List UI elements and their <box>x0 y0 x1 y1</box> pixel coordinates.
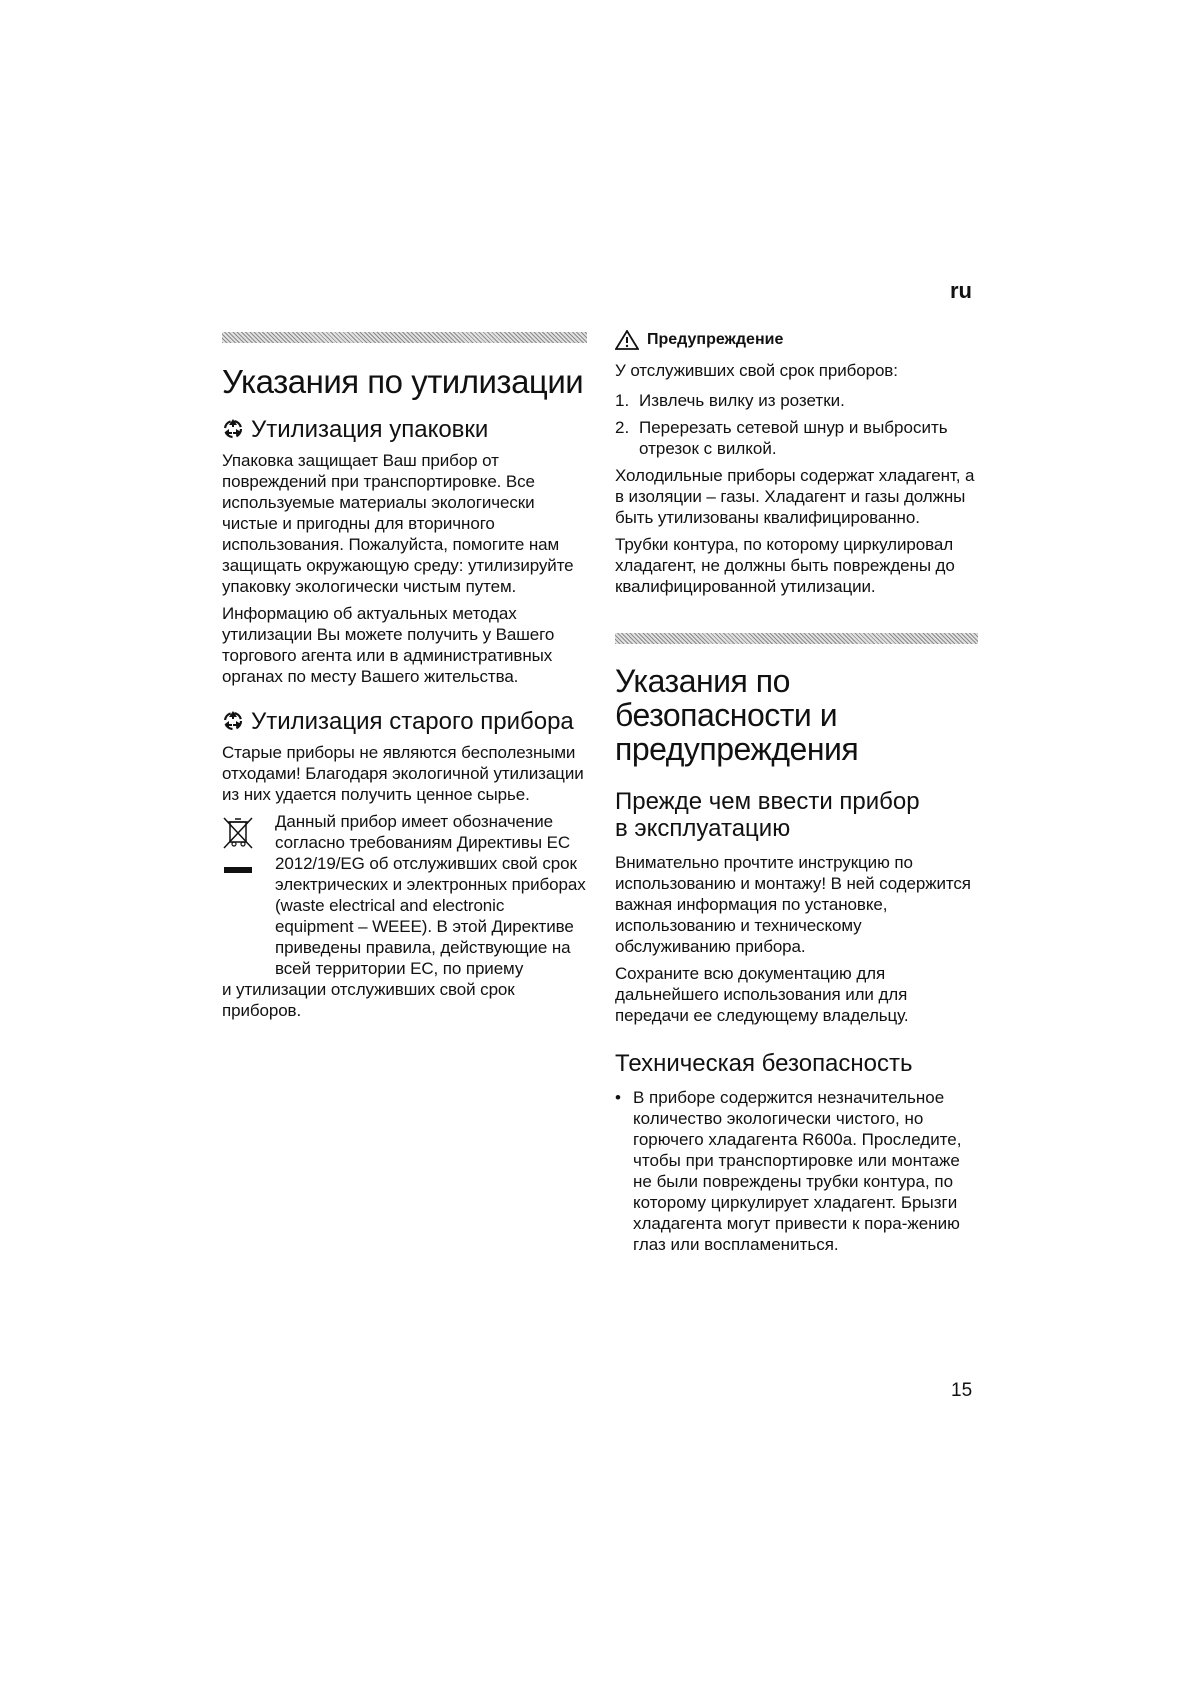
before-use-line-2: в эксплуатацию <box>615 815 791 842</box>
tech-safety-list <box>615 1087 978 1255</box>
safety-title-line-3: предупреждения <box>615 731 859 767</box>
packaging-paragraph-2: Информацию об актуальных методах утилизации Вы можете получить у Вашего торгового агента или в административных органах по месту Вашего жительства. <box>222 604 555 686</box>
recycle-icon <box>222 417 244 439</box>
warning-steps <box>615 390 978 459</box>
warning-intro: У отслуживших свой срок приборов: <box>615 361 898 380</box>
weee-block <box>222 811 587 979</box>
page-number: 15 <box>951 1380 973 1401</box>
crossed-bin-icon <box>222 816 254 850</box>
weee-tail-text: и утилизации отслуживших свой срок приборов. <box>222 980 515 1020</box>
old-device-heading <box>222 709 587 735</box>
weee-text: Данный прибор имеет обозначение согласно требованиям Директивы ЕС 2012/19/EG об отслуживших свой срок электрических и электронных приборах (waste electrical and electronic equipment – WEEE). В этой Директиве приведены правила, действующие на всей территории ЕС, по приему <box>275 812 586 978</box>
packaging-heading-text: Утилизация упаковки <box>251 416 489 443</box>
disposal-title: Указания по утилизации <box>222 363 584 400</box>
list-item <box>615 390 978 411</box>
warning-triangle-icon <box>615 330 639 350</box>
weee-symbol <box>222 816 256 873</box>
safety-title <box>615 664 978 766</box>
weee-bar-icon <box>224 867 252 873</box>
before-use-line-1: Прежде чем ввести прибор <box>615 788 920 815</box>
step-text: Перерезать сетевой шнур и выбросить отрезок с вилкой. <box>639 418 948 458</box>
safety-title-line-1: Указания по <box>615 663 790 699</box>
packaging-heading <box>222 417 587 443</box>
documentation-paragraph: Сохраните всю документацию для дальнейшего использования или для передачи ее следующему владельцу. <box>615 964 909 1025</box>
list-item: • В приборе содержится незначительное количество экологически чистого, но горючего хладагента R600a. Проследите, чтобы при транспортировке или монтаже не были повреждены трубки контура, по которому циркулирует хладагент. Брызги хладагента могут привести к пора-жению глаз или воспламениться. <box>615 1087 978 1255</box>
refrigerant-paragraph: Холодильные приборы содержат хладагент, а в изоляции – газы. Хладагент и газы должны быть утилизованы квалифицированно. <box>615 466 975 527</box>
recycle-icon <box>222 709 244 731</box>
instructions-paragraph: Внимательно прочтите инструкцию по использованию и монтажу! В ней содержится важная информация по установке, использованию и техническому обслуживанию прибора. <box>615 853 971 956</box>
left-column <box>222 332 587 1021</box>
section-divider <box>615 633 978 644</box>
safety-title-line-2: безопасности и <box>615 697 838 733</box>
step-text: Извлечь вилку из розетки. <box>639 391 845 410</box>
warning-heading <box>615 330 978 350</box>
warning-label: Предупреждение <box>647 331 784 348</box>
old-device-paragraph: Старые приборы не являются бесполезными отходами! Благодаря экологичной утилизации из них удается получить ценное сырье. <box>222 743 584 804</box>
before-use-heading <box>615 788 978 842</box>
old-device-heading-text: Утилизация старого прибора <box>251 708 574 735</box>
list-item <box>615 417 978 459</box>
section-divider <box>222 332 587 343</box>
step-number: 2. <box>615 418 630 437</box>
packaging-paragraph-1: Упаковка защищает Ваш прибор от повреждений при транспортировке. Все используемые материалы экологически чистые и пригодны для вторичного использования. Пожалуйста, помогите нам защищать окружающую среду: утилизируйте упаковку экологически чистым путем. <box>222 451 574 596</box>
right-column <box>615 326 978 1255</box>
step-number: 1. <box>615 391 630 410</box>
tech-safety-heading: Техническая безопасность <box>615 1050 913 1077</box>
language-code: ru <box>950 278 972 303</box>
tubes-paragraph: Трубки контура, по которому циркулировал хладагент, не должны быть повреждены до квалифицированной утилизации. <box>615 535 955 596</box>
